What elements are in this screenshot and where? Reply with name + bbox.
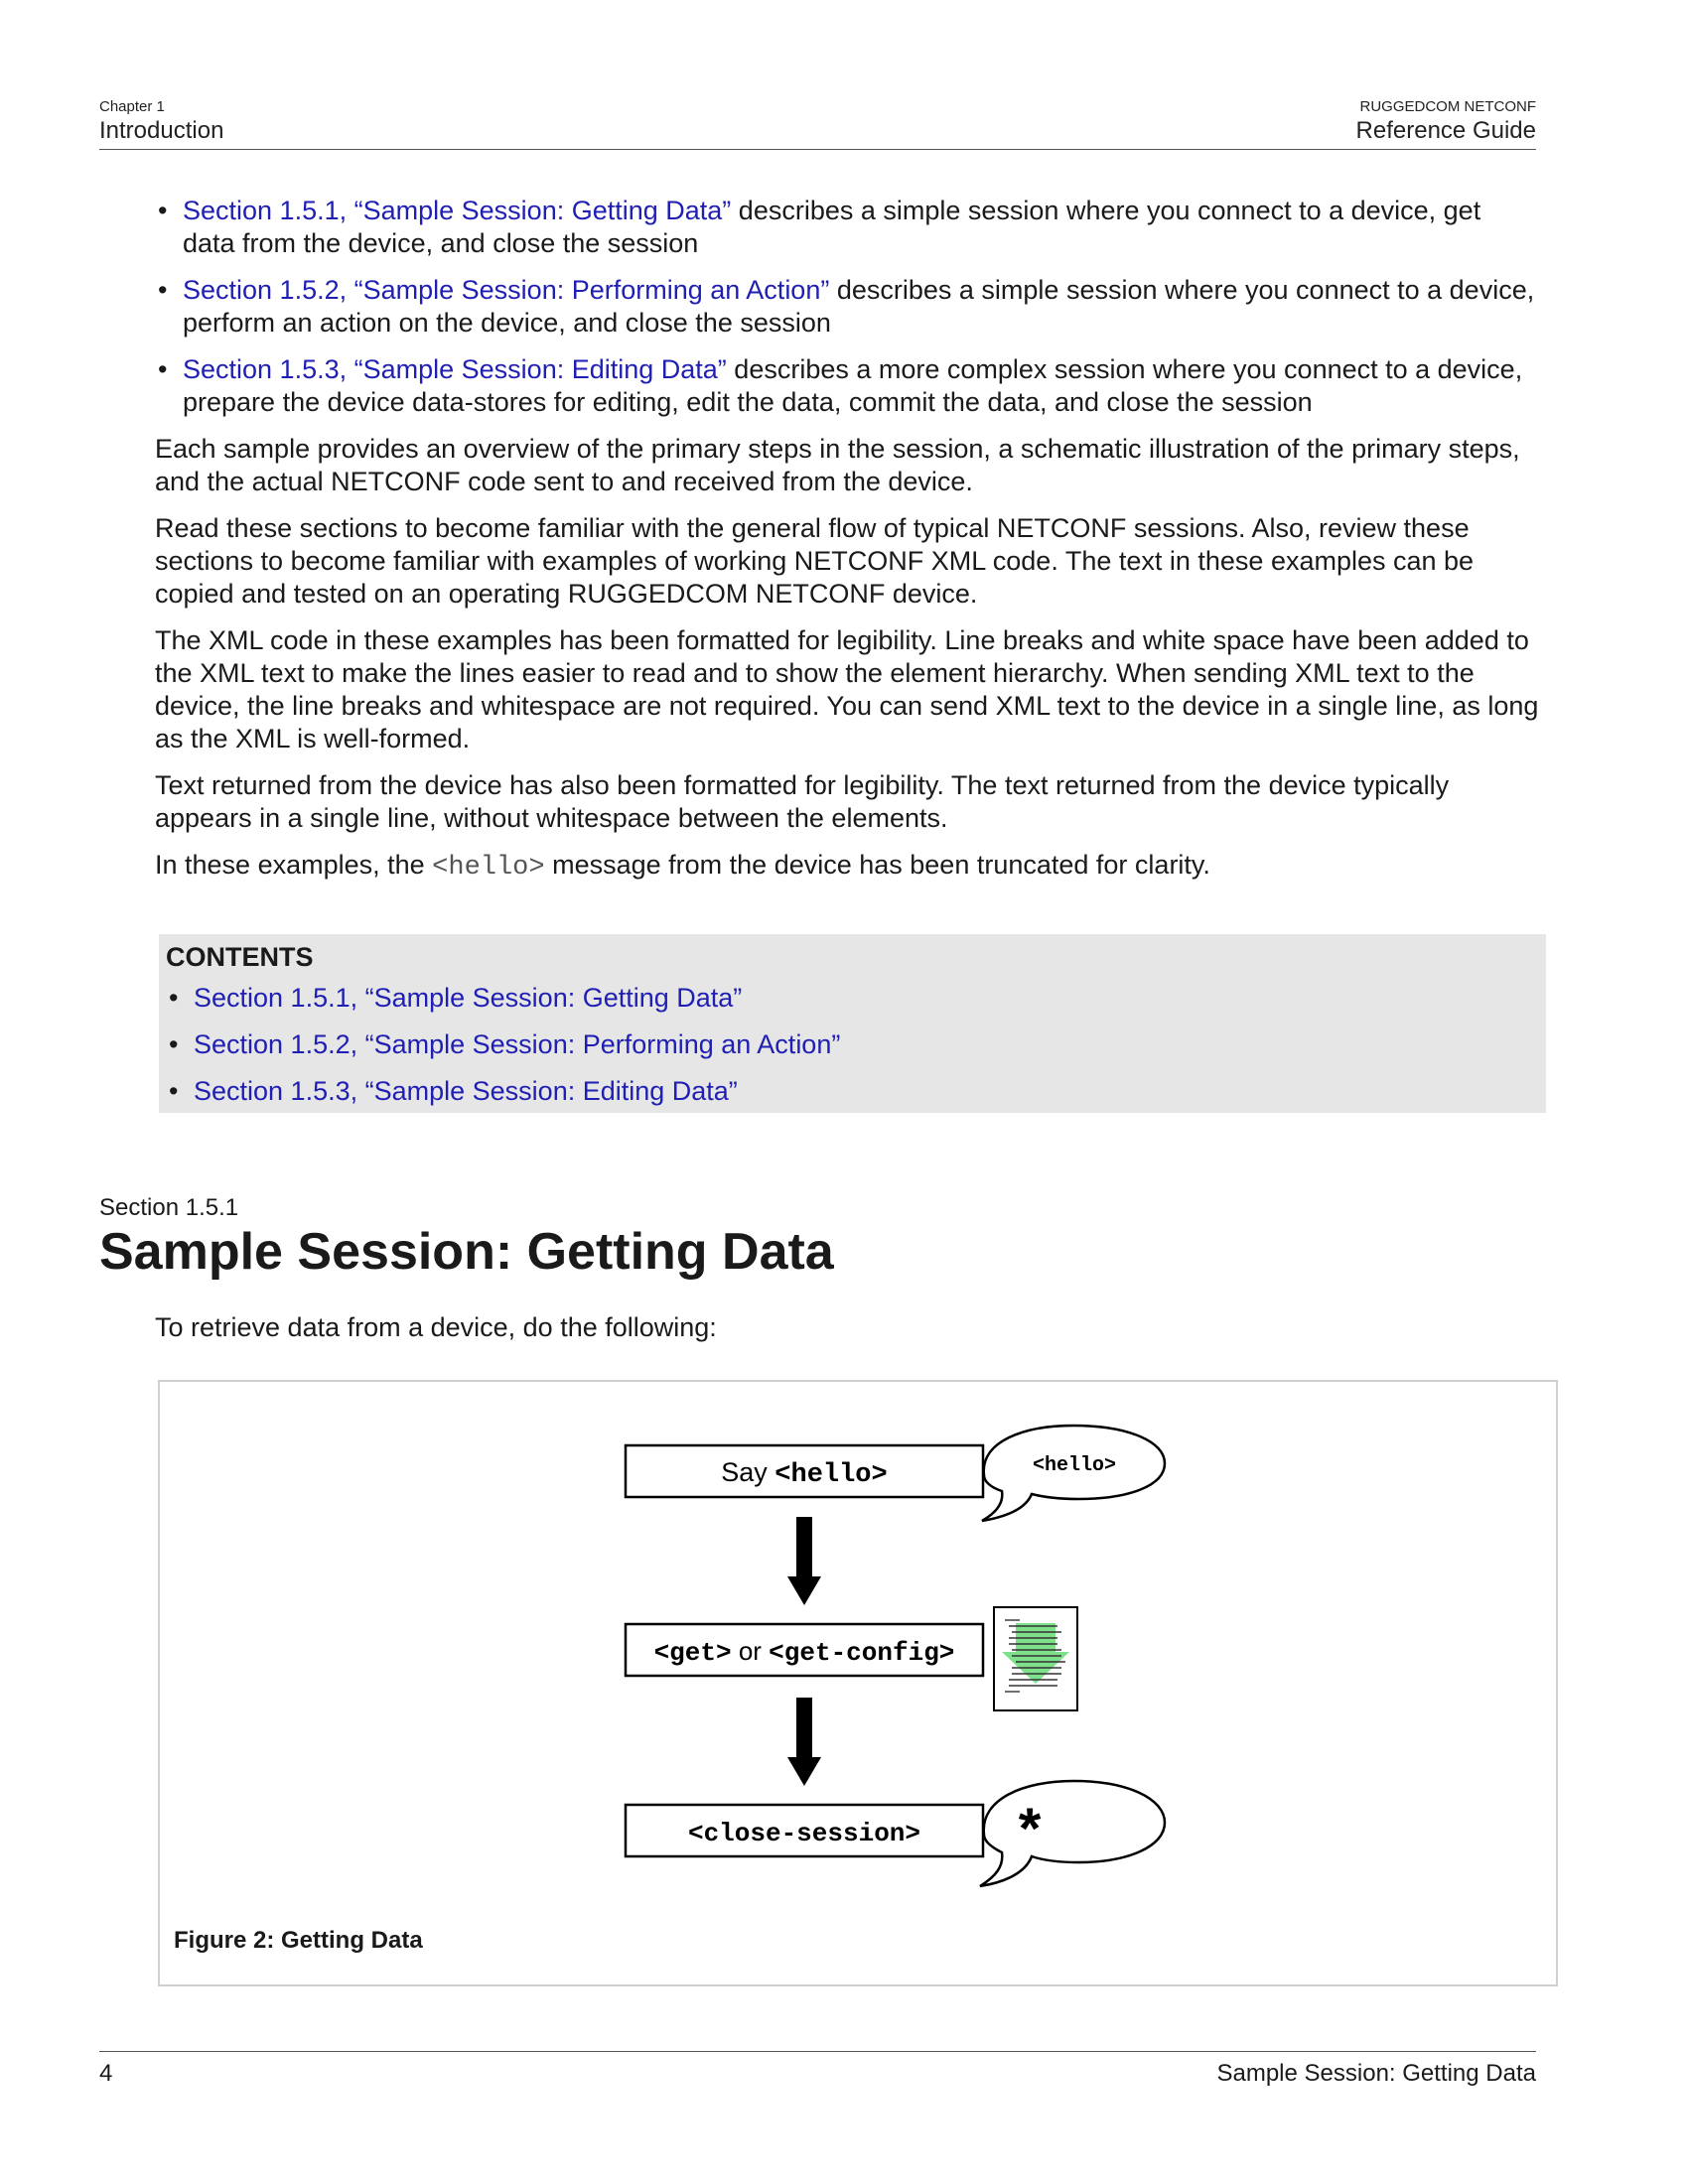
paragraph: Each sample provides an overview of the primary steps in the session, a schematic illustration of the primary steps, and the actual NETCONF code sent to and received from the device. [155,434,1520,496]
section-intro: To retrieve data from a device, do the following: [155,1312,717,1342]
contents-item [166,1027,840,1074]
contents-link-1-5-3[interactable]: Section 1.5.3, “Sample Session: Editing Data” [194,1076,738,1106]
hello-note [155,849,1540,885]
close-speech-bubble [980,1781,1165,1886]
body-text [155,195,1540,898]
bullet-description: describes a simple session where you connect to a device, get data from the device, and close the session [183,196,1481,258]
flow-arrow-down [787,1517,821,1605]
hello-speech-bubble [982,1426,1165,1521]
contents-item [166,1074,840,1121]
page-header-right [1356,98,1536,146]
chapter-title: Introduction [99,117,224,144]
contents-list [166,981,840,1121]
contents-item [166,981,840,1027]
figure-caption: Figure 2: Getting Data [174,1927,423,1954]
hello-note-after: message from the device has been truncated for clarity. [544,850,1210,880]
paragraph: The XML code in these examples has been formatted for legibility. Line breaks and white space have been added to the XML text to make the lines easier to read and to show the element hierarchy. When sending XML text to the device, the line breaks and whitespace are not required. You can send XML text to the device in a single line, as long as the XML is well-formed. [155,625,1539,753]
guide-title: Reference Guide [1355,117,1536,144]
step-hello-label: Say <hello> [721,1457,888,1490]
section-1-5-3-link[interactable]: Section 1.5.3, “Sample Session: Editing Data” [183,354,727,384]
section-title: Sample Session: Getting Data [99,1223,834,1281]
page-header-left [99,98,223,146]
bullet-description: describes a simple session where you connect to a device, perform an action on the device, and close the session [183,275,1535,338]
section-label: Section 1.5.1 [99,1194,239,1221]
footer-section-title: Sample Session: Getting Data [1216,2060,1536,2087]
bullet-description: describes a more complex session where you connect to a device, prepare the device data-stores for editing, edit the data, commit the data, and close the session [183,354,1523,417]
product-name: RUGGEDCOM NETCONF [1359,98,1536,115]
close-bubble-asterisk: * [1018,1797,1042,1861]
section-1-5-1-link[interactable]: Section 1.5.1, “Sample Session: Getting Data” [183,196,732,225]
xml-document-icon [994,1607,1077,1710]
page-number: 4 [99,2060,113,2087]
paragraph: Read these sections to become familiar with the general flow of typical NETCONF sessions. Also, review these sections to become familiar with examples of working NETCONF XML code. The text in these examples can be copied and tested on an operating RUGGEDCOM NETCONF device. [155,513,1475,609]
getting-data-diagram [160,1382,1556,1918]
contents-box [159,934,1546,1113]
footer-divider [99,2051,1536,2052]
figure-box [158,1380,1558,1986]
chapter-label: Chapter 1 [99,98,165,115]
hello-note-before: In these examples, the [155,850,433,880]
hello-code: <hello> [432,853,545,883]
section-1-5-2-link[interactable]: Section 1.5.2, “Sample Session: Performing an Action” [183,275,830,305]
paragraph: Text returned from the device has also been formatted for legibility. The text returned from the device typically appears in a single line, without whitespace between the elements. [155,770,1450,833]
intro-bullet-list [155,195,1540,419]
contents-link-1-5-2[interactable]: Section 1.5.2, “Sample Session: Performing an Action” [194,1029,841,1059]
intro-bullet [155,353,1540,419]
header-divider [99,149,1536,150]
step-get-label: <get> or <get-config> [653,1636,955,1668]
intro-bullet [155,274,1540,340]
contents-link-1-5-1[interactable]: Section 1.5.1, “Sample Session: Getting Data” [194,983,743,1013]
contents-title: CONTENTS [166,942,314,972]
flow-arrow-down [787,1698,821,1786]
intro-bullet [155,195,1540,260]
hello-bubble-text: <hello> [1032,1454,1117,1477]
step-close-label: <close-session> [687,1819,921,1848]
